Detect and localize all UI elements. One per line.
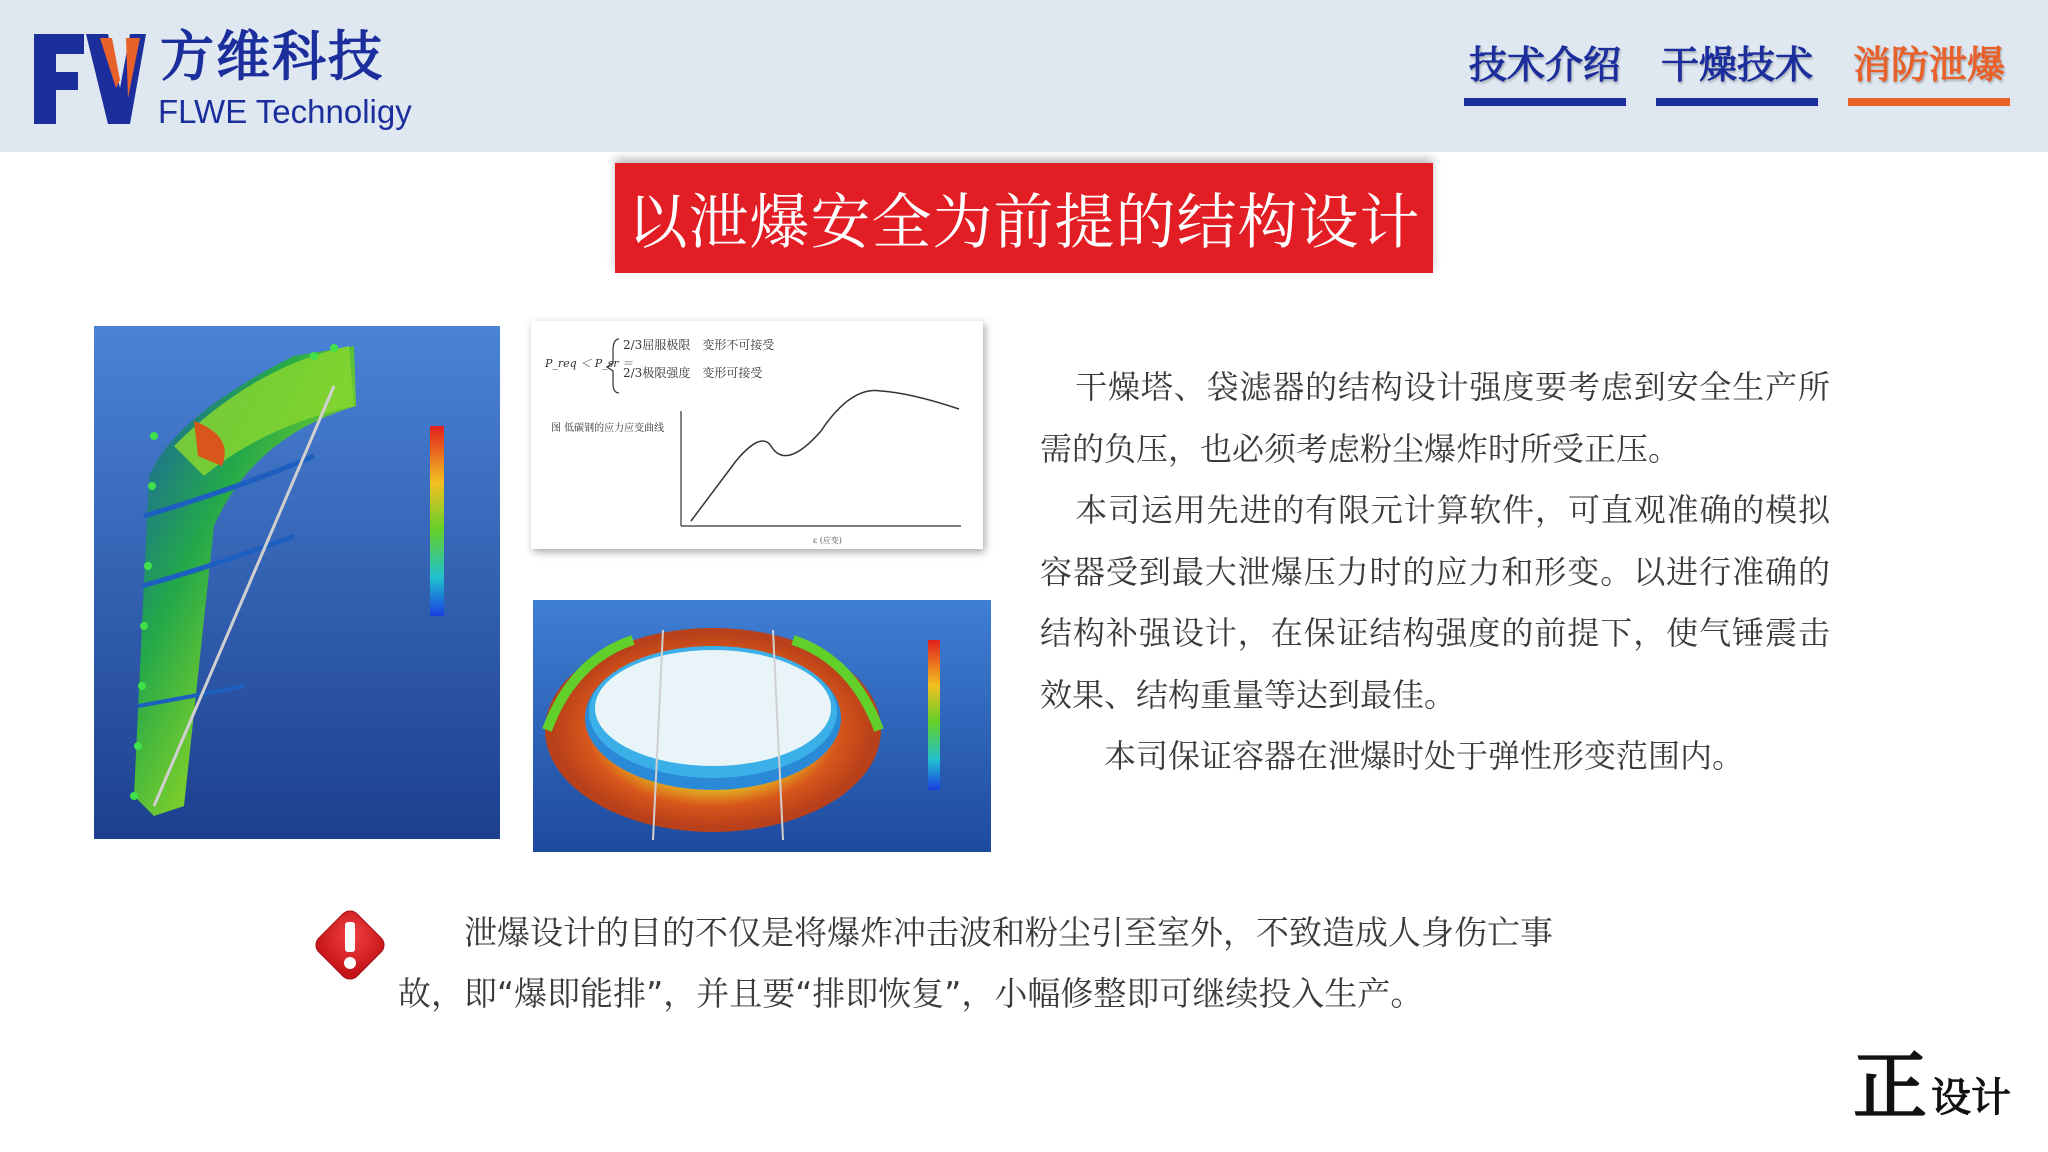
warning-text — [398, 902, 1598, 964]
warning-text-line-2: 故，即“爆即能排”，并且要“排即恢复”，小幅修整即可继续投入生产。 — [398, 974, 1424, 1013]
zheng-logo-text: 设计 — [1931, 1075, 2011, 1121]
top-navigation — [1464, 40, 2010, 106]
nav-tab-explosion-venting[interactable]: 消防泄爆 — [1848, 40, 2010, 106]
logo-chinese-name: 方维科技 — [160, 25, 384, 88]
stress-strain-curve-figure — [531, 321, 983, 549]
description-text — [1040, 357, 1830, 788]
exclamation-warning-icon — [305, 900, 395, 990]
fea-ring-simulation-image — [533, 600, 991, 852]
zheng-logo-mark: 正 — [1853, 1044, 1927, 1130]
svg-text:ε (应变): ε (应变) — [813, 536, 842, 545]
section-title: 以泄爆安全为前提的结构设计 — [627, 188, 1421, 258]
svg-text:P_req ＜ P_sr ＝: P_req ＜ P_sr ＝ — [545, 357, 634, 370]
description-paragraph-1: 干燥塔、袋滤器的结构设计强度要考虑到安全生产所需的负压，也必须考虑粉尘爆炸时所受正压。 — [1040, 368, 1830, 468]
nav-tab-drying-tech[interactable]: 干燥技术 — [1656, 40, 1818, 106]
fv-logo-icon — [30, 28, 148, 128]
logo-english-name: FLWE Technoligy — [158, 93, 412, 130]
curve-condition-line-1: 2/3屈服极限 变形不可接受 — [623, 338, 775, 352]
description-paragraph-2: 本司运用先进的有限元计算软件，可直观准确的模拟容器受到最大泄爆压力时的应力和形变。以进行准确的结构补强设计，在保证结构强度的前提下，使气锤震击效果、结构重量等达到最佳。 — [1040, 491, 1830, 714]
fea-tower-simulation-image — [94, 326, 500, 839]
header-bar — [0, 0, 2048, 152]
warning-text-line-1: 泄爆设计的目的不仅是将爆炸冲击波和粉尘引至室外，不致造成人身伤亡事 — [464, 913, 1553, 952]
nav-tab-tech-intro[interactable]: 技术介绍 — [1464, 40, 1626, 106]
curve-condition-line-2: 2/3极限强度 变形可接受 — [623, 366, 763, 380]
description-paragraph-3: 本司保证容器在泄爆时处于弹性形变范围内。 — [1104, 737, 1745, 775]
zheng-design-logo — [1853, 1044, 2011, 1130]
section-title-banner — [615, 163, 1433, 273]
curve-caption: 图 低碳钢的应力应变曲线 — [551, 423, 665, 434]
